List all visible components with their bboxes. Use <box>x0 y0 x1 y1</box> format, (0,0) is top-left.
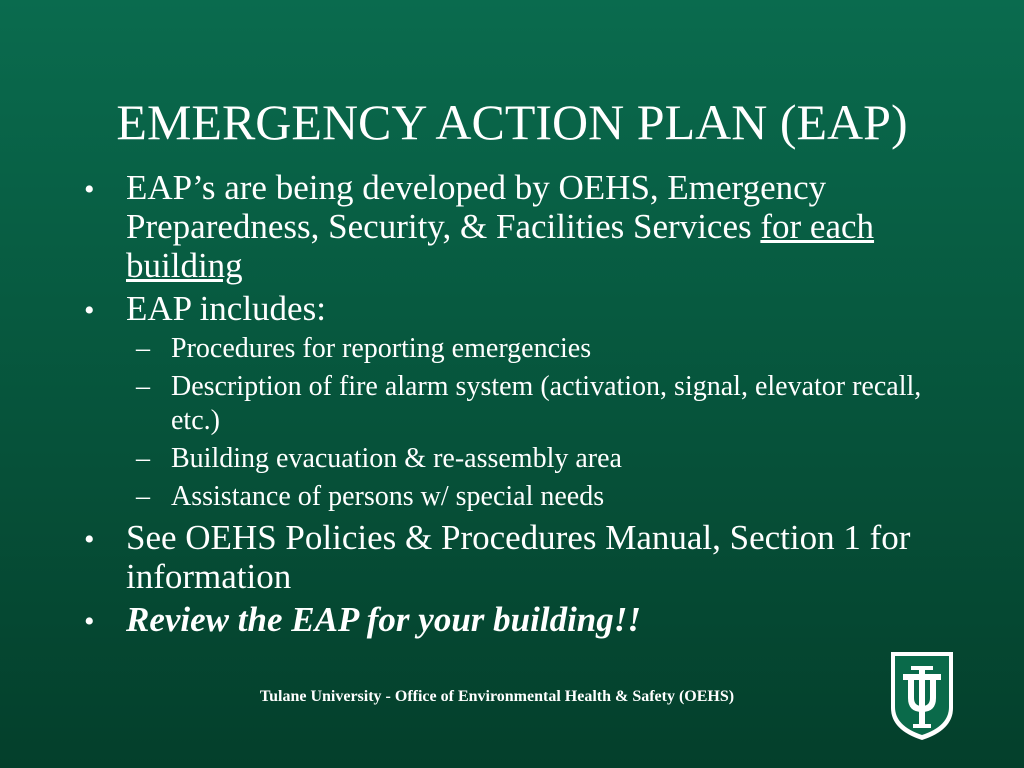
bullet-text: See OEHS Policies & Procedures Manual, Section 1 for information <box>126 518 911 596</box>
dash-icon: – <box>136 371 150 402</box>
dash-icon: – <box>136 443 150 474</box>
sub-bullet-item <box>136 480 964 514</box>
bullet-icon: • <box>84 173 95 206</box>
dash-icon: – <box>136 481 150 512</box>
sub-bullet-text: Description of fire alarm system (activation, signal, elevator recall, etc.) <box>171 371 922 436</box>
sub-bullet-item <box>136 442 964 476</box>
sub-bullet-item <box>136 370 964 438</box>
bullet-item-manual <box>84 518 964 596</box>
sub-bullet-item <box>136 332 964 366</box>
bullet-text <box>126 168 964 285</box>
sub-bullet-text: Assistance of persons w/ special needs <box>171 481 605 512</box>
bullet-item-includes <box>84 289 964 328</box>
bullet-item-review <box>84 600 964 639</box>
bullet-icon: • <box>84 294 95 327</box>
bullet-text-emphasis: Review the EAP for your building!! <box>126 600 642 639</box>
slide-content <box>84 168 964 643</box>
bullet-text: EAP includes: <box>126 289 326 328</box>
bullet-text-start: EAP’s are being developed by OEHS, Emergency Preparedness, Security, & Facilities Services <box>126 168 827 246</box>
sub-bullet-text: Procedures for reporting emergencies <box>171 333 592 364</box>
underlined-phrase: for each building <box>126 207 875 285</box>
sub-bullet-text: Building evacuation & re-assembly area <box>171 443 622 474</box>
bullet-item-developers <box>84 168 964 285</box>
bullet-icon: • <box>84 523 95 556</box>
slide-footer: Tulane University - Office of Environmental Health & Safety (OEHS) <box>259 688 735 705</box>
bullet-icon: • <box>84 605 95 638</box>
dash-icon: – <box>136 333 150 364</box>
tulane-shield-logo-icon <box>889 650 955 742</box>
slide-title: EMERGENCY ACTION PLAN (EAP) <box>116 94 908 150</box>
